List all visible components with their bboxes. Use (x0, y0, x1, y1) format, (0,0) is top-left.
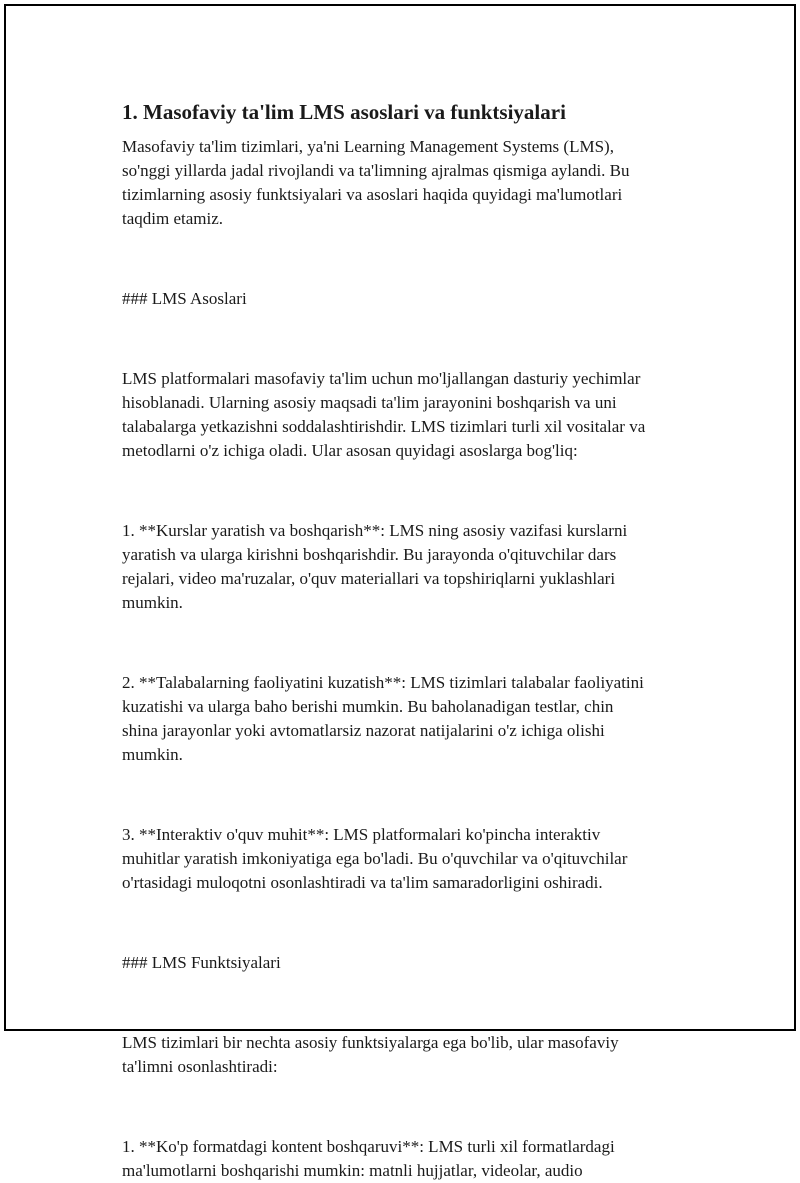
text-line: talabalarga yetkazishni soddalashtirishdir. LMS tizimlari turli xil vositalar va (122, 417, 646, 436)
blank-line (122, 991, 722, 1015)
text-line: 3. **Interaktiv o'quv muhit**: LMS platformalari ko'pincha interaktiv (122, 825, 601, 844)
blank-line (122, 247, 722, 271)
blank-line (122, 631, 722, 655)
text-line: ### LMS Funktsiyalari (122, 953, 281, 972)
text-line: LMS platformalari masofaviy ta'lim uchun mo'ljallangan dasturiy yechimlar (122, 369, 641, 388)
blank-line (122, 783, 722, 807)
document-page (4, 4, 796, 1180)
text-line: muhitlar yaratish imkoniyatiga ega bo'ladi. Bu o'quvchilar va o'qituvchilar (122, 849, 628, 868)
text-line: hisoblanadi. Ularning asosiy maqsadi ta'lim jarayonini boshqarish va uni (122, 393, 617, 412)
text-line: so'nggi yillarda jadal rivojlandi va ta'limning ajralmas qismiga aylandi. Bu (122, 161, 630, 180)
blank-line (122, 327, 722, 351)
text-line: shina jarayonlar yoki avtomatlarsiz nazorat natijalarini o'z ichiga olishi (122, 721, 605, 740)
text-line: taqdim etamiz. (122, 209, 224, 228)
blank-line (122, 1095, 722, 1119)
text-line: yaratish va ularga kirishni boshqarishdir. Bu jarayonda o'qituvchilar dars (122, 545, 617, 564)
text-line: metodlarni o'z ichiga oladi. Ular asosan quyidagi asoslarga bog'liq: (122, 441, 578, 460)
text-line: mumkin. (122, 593, 183, 612)
text-line: rejalari, video ma'ruzalar, o'quv materiallari va topshiriqlarni yuklashlari (122, 569, 616, 588)
text-line: 1. **Ko'p formatdagi kontent boshqaruvi**: LMS turli xil formatlardagi (122, 1137, 615, 1156)
text-line: 2. **Talabalarning faoliyatini kuzatish**: LMS tizimlari talabalar faoliyatini (122, 673, 644, 692)
document-text (122, 135, 722, 1183)
text-line: ta'limni osonlashtiradi: (122, 1057, 278, 1076)
text-line: kuzatishi va ularga baho berishi mumkin. Bu baholanadigan testlar, chin (122, 697, 614, 716)
text-line: Masofaviy ta'lim tizimlari, ya'ni Learning Management Systems (LMS), (122, 137, 614, 156)
text-line: LMS tizimlari bir nechta asosiy funktsiyalarga ega bo'lib, ular masofaviy (122, 1033, 619, 1052)
text-line: tizimlarning asosiy funktsiyalari va asoslari haqida quyidagi ma'lumotlari (122, 185, 623, 204)
document-body (122, 98, 722, 1183)
text-line: ### LMS Asoslari (122, 289, 247, 308)
blank-line (122, 911, 722, 935)
blank-line (122, 479, 722, 503)
text-line: o'rtasidagi muloqotni osonlashtiradi va ta'lim samaradorligini oshiradi. (122, 873, 603, 892)
document-title: 1. Masofaviy ta'lim LMS asoslari va funktsiyalari (122, 100, 566, 124)
text-line: mumkin. (122, 745, 183, 764)
text-line: ma'lumotlarni boshqarishi mumkin: matnli hujjatlar, videolar, audio (122, 1161, 583, 1180)
text-line: 1. **Kurslar yaratish va boshqarish**: LMS ning asosiy vazifasi kurslarni (122, 521, 628, 540)
